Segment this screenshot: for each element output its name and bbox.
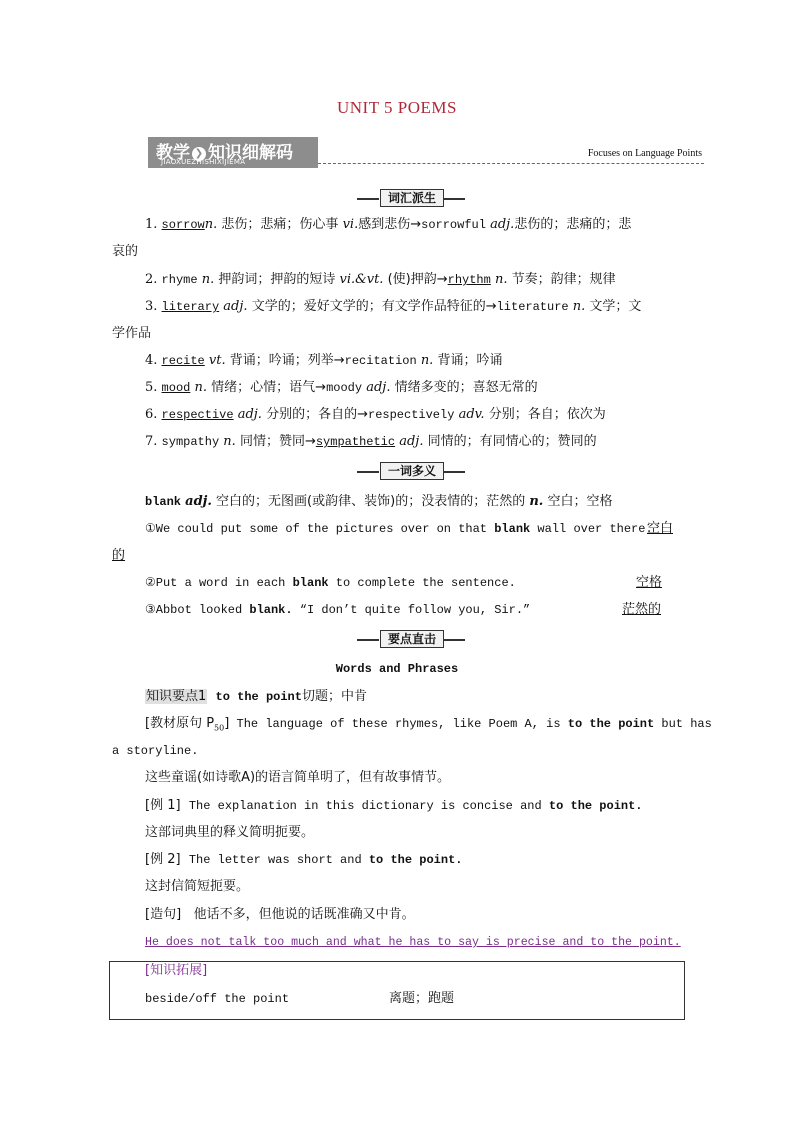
extension-phrase: beside/off the point [145,992,290,1006]
header-rule-left [357,198,379,200]
section-banner [148,137,318,168]
section-label: 一词多义 [380,462,444,480]
textbook-source-sentence: [教材原句 $P_{50}$] The language of these rhymes, like Poem A, is to the point but has [145,716,712,733]
banner-title-b: 知识细解码 [208,143,293,163]
blank-example-3: ③Abbot looked blank. “I don’t quite follow you, Sir.” [145,603,531,617]
vocab-item-1-cont: 哀的 [112,244,139,259]
header-rule-right [443,198,465,200]
section-header-keypoints [357,630,465,646]
vocab-item-2: 2. rhyme n. 押韵词；押韵的短诗 vi.&vt. (使)押韵→rhythm n. 节奏；韵律；规律 [145,272,616,287]
sentence-making-answer: He does not talk too much and what he has to say is precise and to the point. [145,936,681,949]
sentence-making: [造句] 他话不多，但他说的话既准确又中肯。 [145,907,415,922]
blank-definition: blank adj. 空白的；无图画(或韵律、装饰)的；没表情的；茫然的 n. 空白；空格 [145,494,613,509]
section-label: 词汇派生 [380,189,444,207]
header-rule-right [443,471,465,473]
header-rule-left [357,471,379,473]
blank-answer-1a: 空白 [647,521,674,536]
vocab-item-7: 7. sympathy n. 同情；赞同→sympathetic adj. 同情的；有同情心的；赞同的 [145,434,597,449]
extension-meaning: 离题；跑题 [389,991,455,1006]
example-1: [例 1] The explanation in this dictionary is concise and to the point. [145,798,643,813]
textbook-source-cont: a storyline. [112,744,199,758]
arrow-icon: ❯ [192,147,206,161]
vocab-item-6: 6. respective adj. 分别的；各自的→respectively adv. 分别；各自；依次为 [145,407,606,422]
banner-divider [318,163,704,164]
blank-answer-2: 空格 [636,575,663,590]
section-header-derivation [357,189,465,205]
example-2-translation: 这封信简短扼要。 [145,879,250,894]
example-1-translation: 这部词典里的释义简明扼要。 [145,825,315,840]
key-point-1: 知识要点1 to the point切题；中肯 [146,689,367,704]
page-title: UNIT 5 POEMS [337,98,457,117]
banner-subtitle: Focuses on Language Points [587,148,702,159]
vocab-item-5: 5. mood n. 情绪；心情；语气→moody adj. 情绪多变的；喜怒无常的 [145,380,538,395]
banner-title-a: 教学 [156,143,190,163]
header-rule-right [443,639,465,641]
vocab-item-4: 4. recite vt. 背诵；吟诵；列举→recitation n. 背诵；吟诵 [145,353,503,368]
example-2: [例 2] The letter was short and to the point. [145,852,463,867]
vocab-item-3-cont: 学作品 [112,326,152,341]
key-point-tag: 知识要点1 [146,689,207,704]
extension-tag: [知识拓展] [145,963,208,978]
header-rule-left [357,639,379,641]
words-phrases-heading: Words and Phrases [335,662,459,676]
blank-example-2: ②Put a word in each blank to complete the sentence. [145,576,516,590]
blank-example-1: ①We could put some of the pictures over on that blank wall over there. [145,522,653,536]
banner-pinyin: JIAOXUEZHISHIXIJIEMA [161,158,246,166]
vocab-item-3: 3. literary adj. 文学的；爱好文学的；有文学作品特征的→literature n. 文学；文 [145,299,642,314]
textbook-source-translation: 这些童谣(如诗歌A)的语言简单明了，但有故事情节。 [145,770,451,785]
blank-answer-1b: 的 [112,548,126,563]
vocab-item-1: 1. sorrown. 悲伤；悲痛；伤心事 vi.感到悲伤→sorrowful adj.悲伤的；悲痛的；悲 [145,217,632,232]
section-header-polysemy [357,462,465,478]
blank-answer-3: 茫然的 [622,602,662,617]
section-label: 要点直击 [380,630,444,648]
